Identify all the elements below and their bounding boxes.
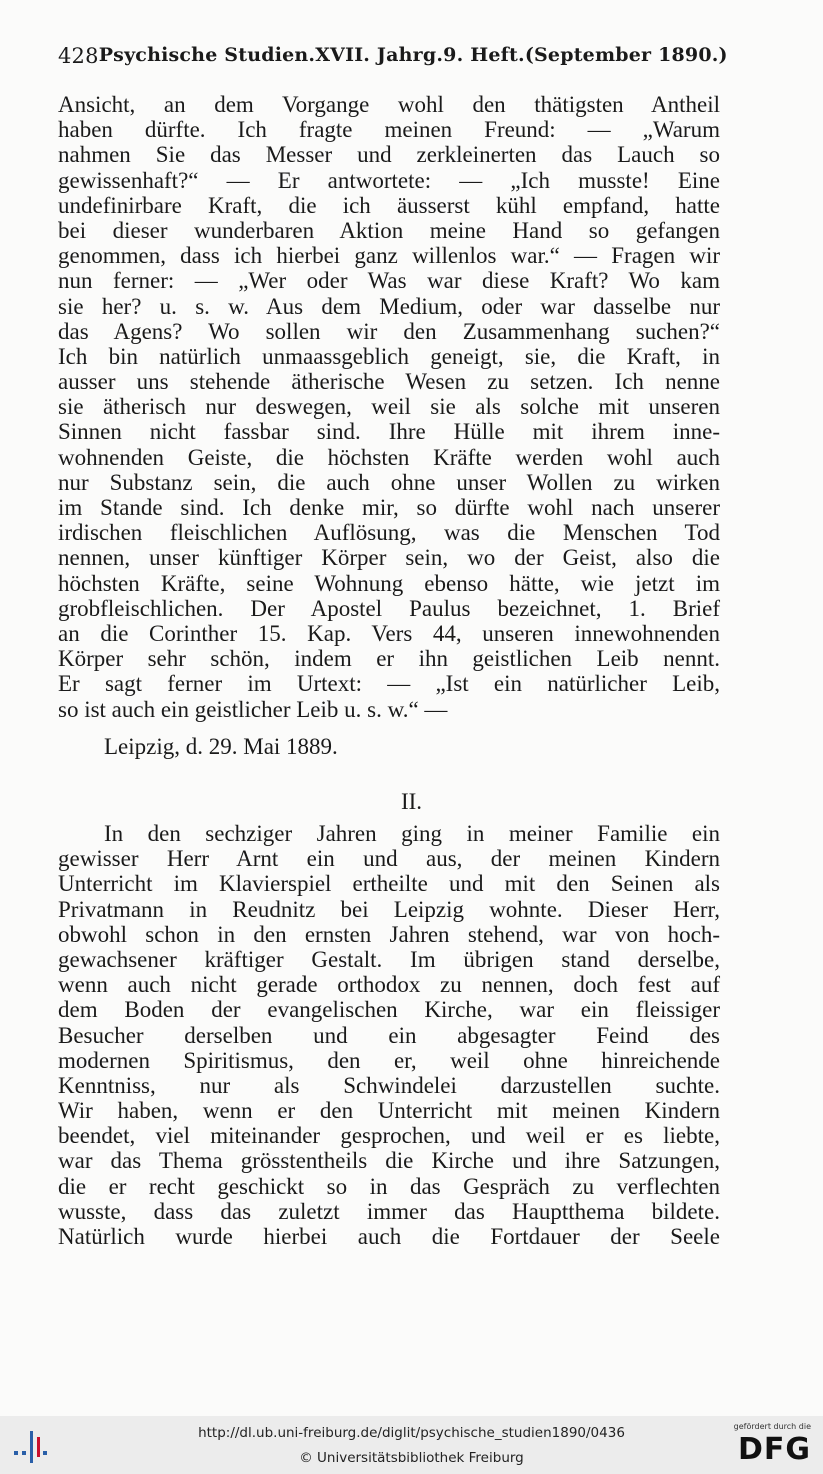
- text-line: Ansicht, an dem Vorgange wohl den thätigsten Antheil: [58, 92, 720, 117]
- text-line: sie ätherisch nur deswegen, weil sie als solche mit unseren: [58, 394, 720, 420]
- text-line: In den sechziger Jahren ging in meiner Familie ein: [104, 821, 720, 846]
- issue-date: (September 1890.): [524, 44, 728, 66]
- text-line: nur Substanz sein, die auch ohne unser Wollen zu wirken: [58, 469, 720, 495]
- text-line: bei dieser wunderbaren Aktion meine Hand so gefangen: [58, 217, 720, 243]
- page-number: 428: [58, 44, 99, 68]
- text-line: die er recht geschickt so in das Gespräch zu verflechten: [58, 1173, 720, 1199]
- text-line: Wir haben, wenn er den Unterricht mit meinen Kindern: [58, 1098, 720, 1124]
- text-line: Besucher derselben und ein abgesagter Feind des: [58, 1022, 720, 1048]
- funding-note: gefördert durch die: [733, 1422, 811, 1431]
- copyright-notice: © Universitätsbibliothek Freiburg: [299, 1450, 524, 1466]
- text-line: höchsten Kräfte, seine Wohnung ebenso hätte, wie jetzt im: [58, 570, 720, 596]
- text-line: im Stande sind. Ich denke mir, so dürfte wohl nach unserer: [58, 495, 720, 520]
- text-line: gewissenhaft?“ — Er antwortete: — „Ich musste! Eine: [58, 167, 720, 193]
- viewer-footer: [0, 1416, 823, 1474]
- text-line: beendet, viel miteinander gesprochen, und weil er es liebte,: [58, 1123, 720, 1149]
- section-2-text: [58, 821, 720, 1249]
- running-head: [58, 44, 728, 68]
- text-line: nennen, unser künftiger Körper sein, wo der Geist, also die: [58, 545, 720, 571]
- permalink-url[interactable]: http://dl.ub.uni-freiburg.de/diglit/psychische_studien1890/0436: [198, 1425, 625, 1441]
- journal-title: Psychische Studien.: [98, 44, 316, 66]
- text-line: nun ferner: — „Wer oder Was war diese Kraft? Wo kam: [58, 268, 720, 294]
- text-line: Natürlich wurde hierbei auch die Fortdauer der Seele: [58, 1224, 720, 1249]
- text-line: Privatmann in Reudnitz bei Leipzig wohnte. Dieser Herr,: [58, 896, 720, 922]
- text-line: Kenntniss, nur als Schwindelei darzustellen suchte.: [58, 1072, 720, 1098]
- text-line: nahmen Sie das Messer und zerkleinerten das Lauch so: [58, 142, 720, 168]
- text-line: irdischen fleischlichen Auflösung, was die Menschen Tod: [58, 520, 720, 546]
- text-line: war das Thema grösstentheils die Kirche und ihre Satzungen,: [58, 1148, 720, 1174]
- volume: XVII. Jahrg.: [315, 44, 444, 66]
- text-line: Sinnen nicht fassbar sind. Ihre Hülle mit ihrem inne-: [58, 419, 720, 445]
- text-line: Unterricht im Klavierspiel ertheilte und mit den Seinen als: [58, 871, 720, 897]
- text-line: Er sagt ferner im Urtext: — „Ist ein natürlicher Leib,: [58, 671, 720, 697]
- text-line: Körper sehr schön, indem er ihn geistlichen Leib nennt.: [58, 646, 720, 672]
- text-line: dem Boden der evangelischen Kirche, war ein fleissiger: [58, 997, 720, 1023]
- text-line: wenn auch nicht gerade orthodox zu nennen, doch fest auf: [58, 972, 720, 998]
- text-line: obwohl schon in den ernsten Jahren stehend, war von hoch-: [58, 921, 720, 947]
- text-line: gewachsener kräftiger Gestalt. Im übrigen stand derselbe,: [58, 946, 720, 972]
- text-line: sie her? u. s. w. Aus dem Medium, oder war dasselbe nur: [58, 293, 720, 319]
- text-line: modernen Spiritismus, den er, weil ohne hinreichende: [58, 1047, 720, 1073]
- text-line: genommen, dass ich hierbei ganz willenlos war.“ — Fragen wir: [58, 243, 720, 269]
- text-line: grobfleischlichen. Der Apostel Paulus bezeichnet, 1. Brief: [58, 595, 720, 621]
- text-line: Ich bin natürlich unmaassgeblich geneigt, sie, die Kraft, in: [58, 343, 720, 369]
- text-line: haben dürfte. Ich fragte meinen Freund: — „Warum: [58, 117, 720, 143]
- text-line: das Agens? Wo sollen wir den Zusammenhang suchen?“: [58, 318, 720, 344]
- text-line: an die Corinther 15. Kap. Vers 44, unseren innewohnenden: [58, 620, 720, 646]
- issue: 9. Heft.: [443, 44, 525, 66]
- section-heading: II.: [400, 789, 423, 814]
- text-line: wusste, dass das zuletzt immer das Hauptthema bildete.: [58, 1198, 720, 1224]
- section-1-text: [58, 92, 720, 722]
- dfg-logo: DFG: [737, 1432, 811, 1467]
- text-line: wohnenden Geiste, die höchsten Kräfte werden wohl auch: [58, 444, 720, 470]
- text-line: undefinirbare Kraft, die ich äusserst kühl empfand, hatte: [58, 192, 720, 218]
- text-line: so ist auch ein geistlicher Leib u. s. w.“ —: [58, 696, 448, 722]
- text-line: gewisser Herr Arnt ein und aus, der meinen Kindern: [58, 846, 720, 872]
- text-line: ausser uns stehende ätherische Wesen zu setzen. Ich nenne: [58, 369, 720, 395]
- dateline: Leipzig, d. 29. Mai 1889.: [104, 734, 338, 759]
